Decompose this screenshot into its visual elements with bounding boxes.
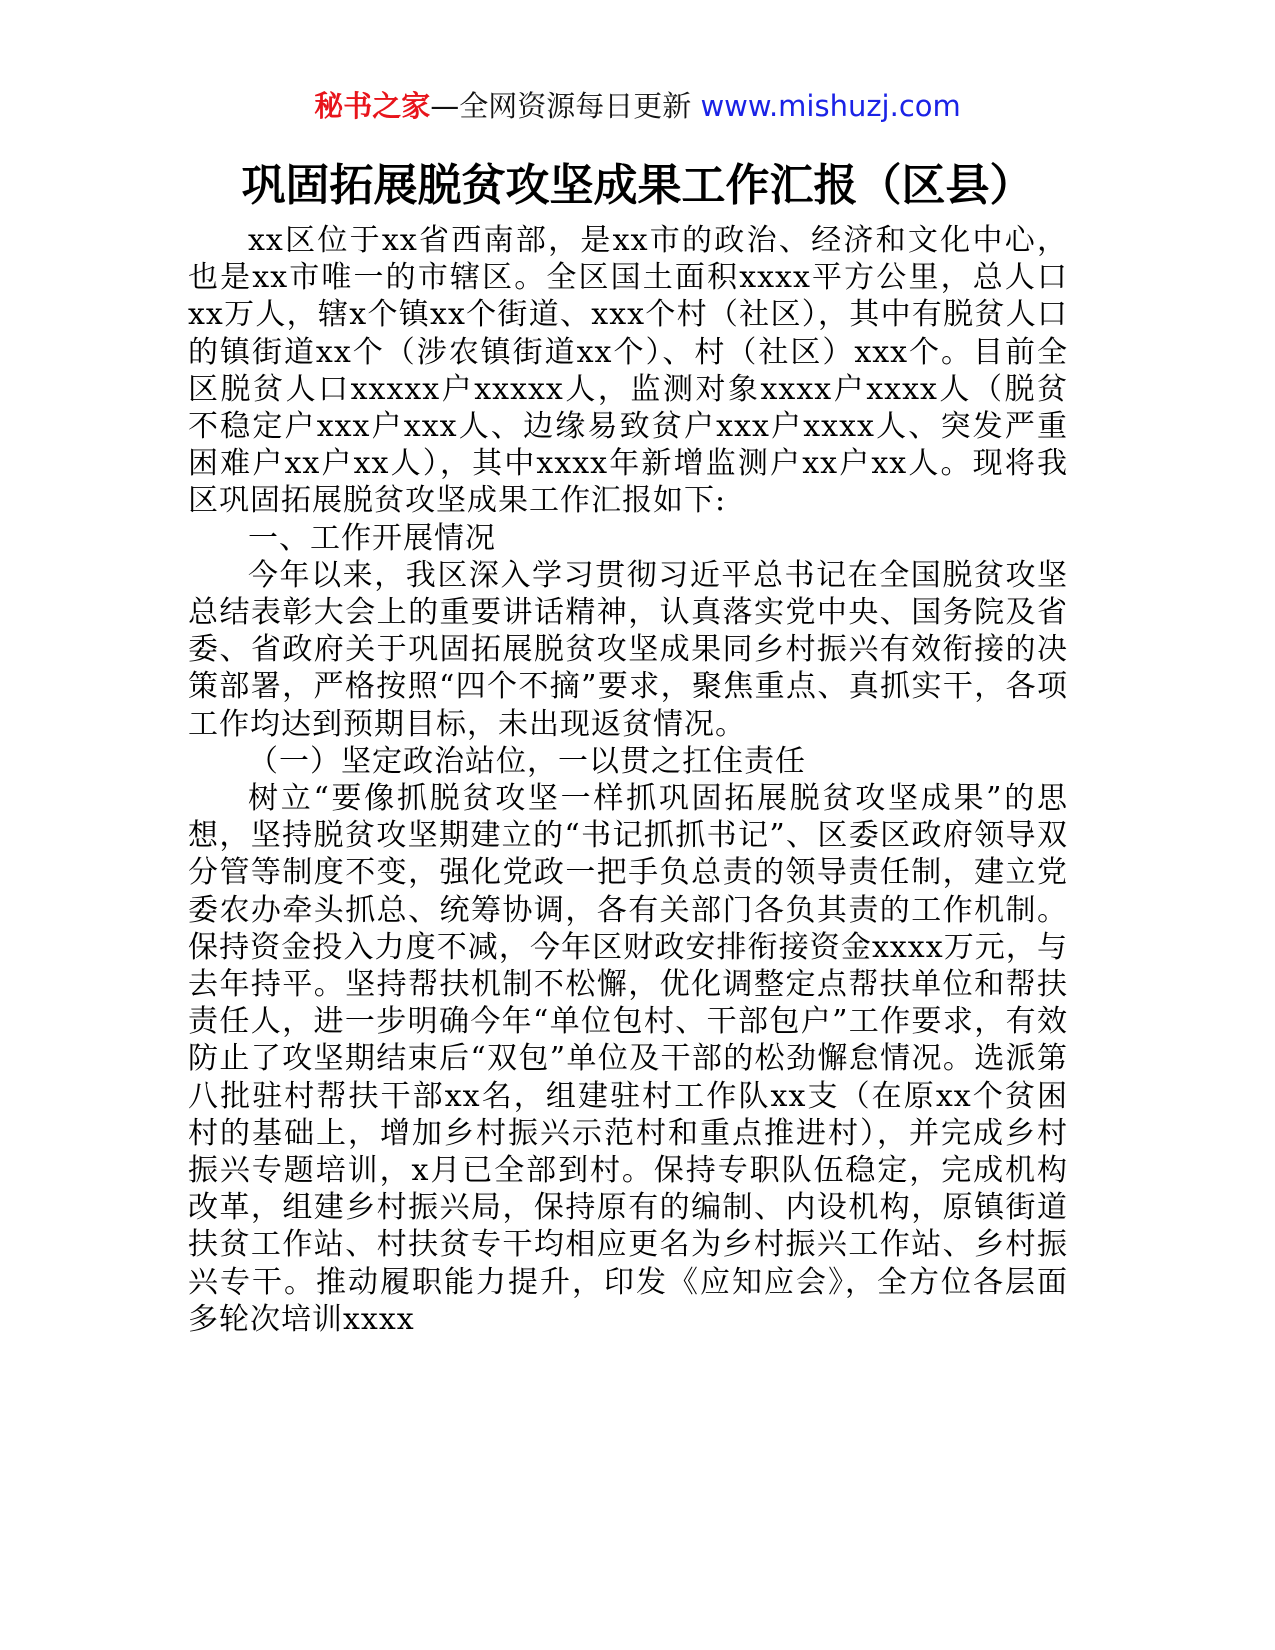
intro-paragraph: xx区位于xx省西南部，是xx市的政治、经济和文化中心，也是xx市唯一的市辖区。全区国土面积xxxx平方公里，总人口xx万人，辖x个镇xx个街道、xxx个村（社区），其中有脱贫人口的镇街道xx个（涉农镇街道xx个）、村（社区）xxx个。目前全区脱贫人口xxxxx户xxxxx人，监测对象xxxx户xxxx人（脱贫不稳定户xxx户xxx人、边缘易致贫户xxx户xxxx人、突发严重困难户xx户xx人），其中xxxx年新增监测户xx户xx人。现将我区巩固拓展脱贫攻坚成果工作汇报如下: [188, 223, 1068, 519]
brand-name: 秘书之家 [314, 89, 431, 123]
site-url-link[interactable]: www.mishuzj.com [700, 89, 961, 123]
body-paragraph: 今年以来，我区深入学习贯彻习近平总书记在全国脱贫攻坚总结表彰大会上的重要讲话精神，认真落实党中央、国务院及省委、省政府关于巩固拓展脱贫攻坚成果同乡村振兴有效衔接的决策部署，严格按照“四个不摘”要求，聚焦重点、真抓实干，各项工作均达到预期目标，未出现返贫情况。 [188, 557, 1068, 742]
body-paragraph: 树立“要像抓脱贫攻坚一样抓巩固拓展脱贫攻坚成果”的思想，坚持脱贫攻坚期建立的“书记抓抓书记”、区委区政府领导双分管等制度不变，强化党政一把手负总责的领导责任制，建立党委农办牵头抓总、统筹协调，各有关部门各负其责的工作机制。保持资金投入力度不减，今年区财政安排衔接资金xxxx万元，与去年持平。坚持帮扶机制不松懈，优化调整定点帮扶单位和帮扶责任人，进一步明确今年“单位包村、干部包户”工作要求，有效防止了攻坚期结束后“双包”单位及干部的松劲懈怠情况。选派第八批驻村帮扶干部xx名，组建驻村工作队xx支（在原xx个贫困村的基础上，增加乡村振兴示范村和重点推进村），并完成乡村振兴专题培训，x月已全部到村。保持专职队伍稳定，完成机构改革，组建乡村振兴局，保持原有的编制、内设机构，原镇街道扶贫工作站、村扶贫专干均相应更名为乡村振兴工作站、乡村振兴专干。推动履职能力提升，印发《应知应会》，全方位各层面多轮次培训xxxx [188, 781, 1068, 1337]
site-header [0, 86, 1275, 126]
subsection-heading: （一）坚定政治站位，一以贯之扛住责任 [248, 743, 806, 779]
section-heading: 一、工作开展情况 [248, 520, 496, 556]
document-title: 巩固拓展脱贫攻坚成果工作汇报（区县） [241, 160, 1034, 211]
header-tagline: —全网资源每日更新 [430, 89, 701, 123]
document-body [188, 222, 1068, 1338]
